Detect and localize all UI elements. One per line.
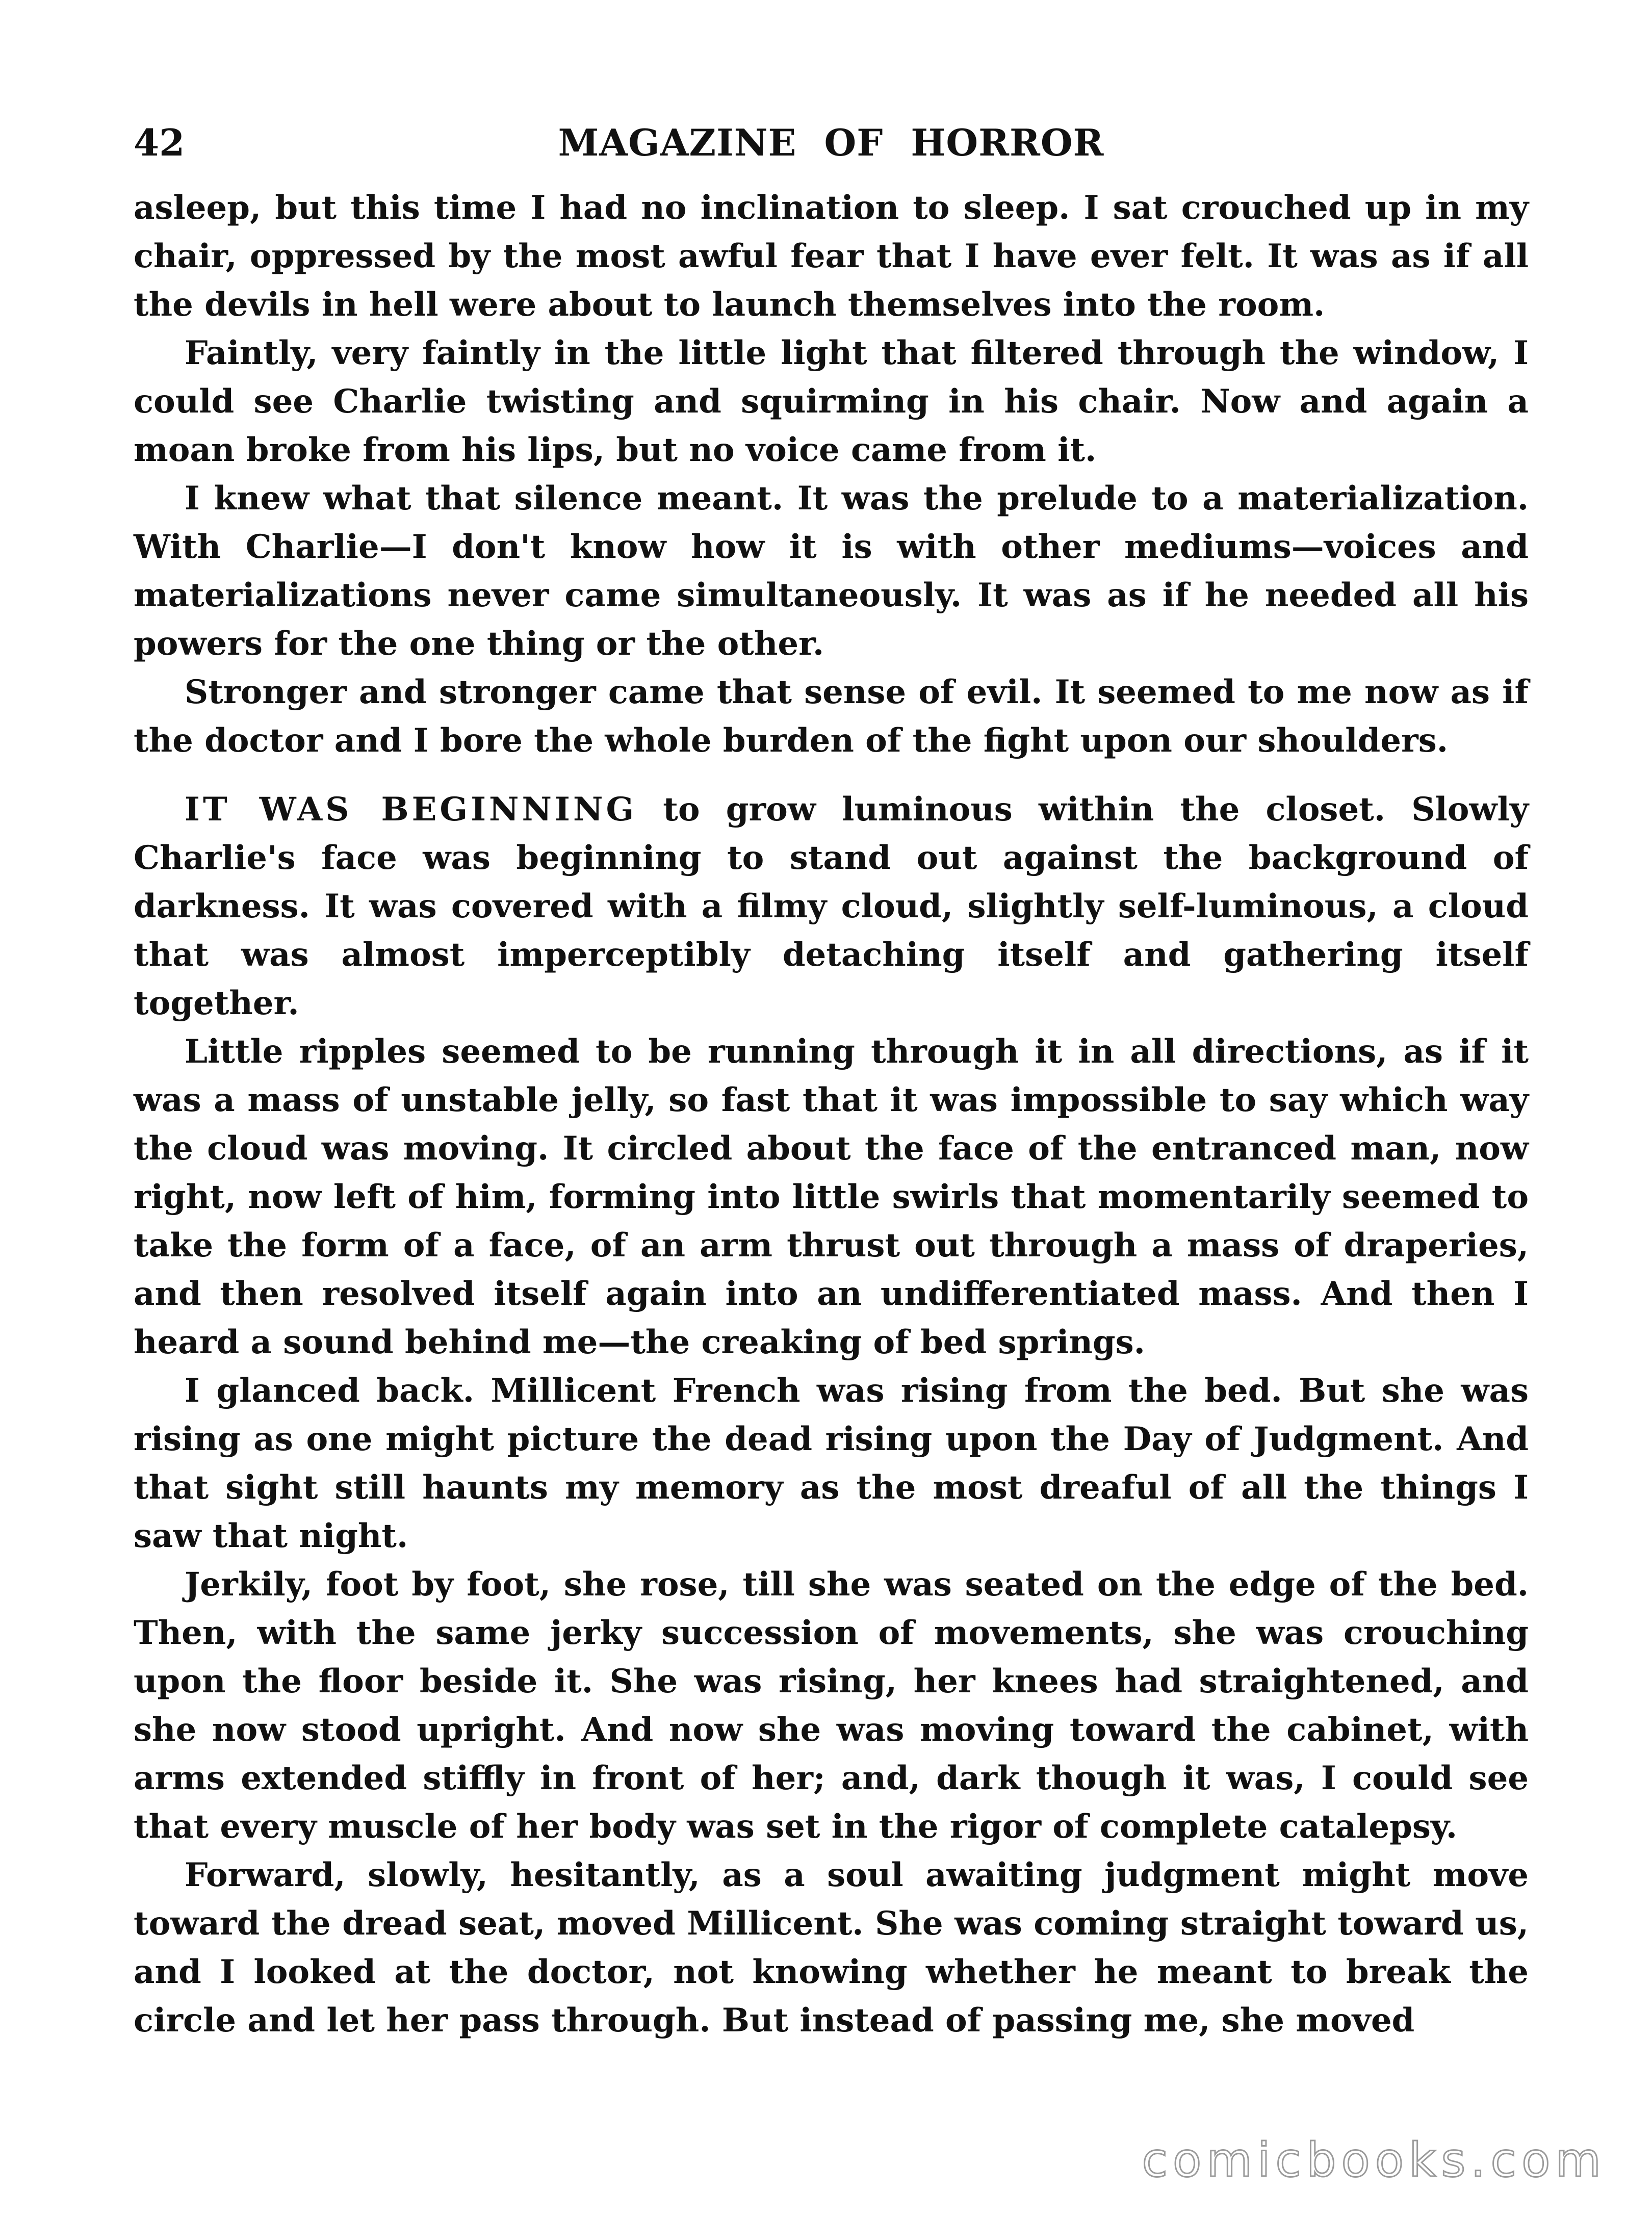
paragraph: Little ripples seemed to be running through it in all directions, as if it was a mass of unstable jelly, so fast that it was impossible to say which way the cloud was moving. It circled about the face of the entranced man, now right, now left of him, forming into little swirls that momentarily seemed to take the form of a face, of an arm thrust out through a mass of draperies, and then resolved itself again into an undifferentiated mass. And then I heard a sound behind me—the creaking of bed springs. <box>134 1033 1529 1361</box>
book-page <box>134 117 1529 2045</box>
story-text <box>134 184 1529 2045</box>
running-title: MAGAZINE OF HORROR <box>558 121 1104 164</box>
section-paragraph-text: to grow luminous within the closet. Slowly Charlie's face was beginning to stand out against the background of darkness. It was covered with a filmy cloud, slightly self-luminous, a cloud that was almost imperceptibly detaching itself and gathering itself together. <box>134 790 1529 1022</box>
paragraph: Jerkily, foot by foot, she rose, till she was seated on the edge of the bed. Then, with the same jerky succession of movements, she was crouching upon the floor beside it. She was rising, her knees had straightened, and she now stood upright. And now she was moving toward the cabinet, with arms extended stiffly in front of her; and, dark though it was, I could see that every muscle of her body was set in the rigor of complete catalepsy. <box>134 1565 1529 1846</box>
page-header <box>134 117 1529 184</box>
paragraph: Faintly, very faintly in the little light that filtered through the window, I could see Charlie twisting and squirming in his chair. Now and again a moan broke from his lips, but no voice came from it. <box>134 334 1529 469</box>
paragraph: I knew what that silence meant. It was the prelude to a materialization. With Charlie—I don't know how it is with other mediums—voices and materializations never came simultaneously. It was as if he needed all his powers for the one thing or the other. <box>134 479 1529 663</box>
section-paragraph <box>134 785 1529 1027</box>
watermark: comicbooks.com <box>1142 2133 1606 2187</box>
page-number: 42 <box>134 121 185 164</box>
section-lead-caps: IT WAS BEGINNING <box>185 790 637 829</box>
paragraph: I glanced back. Millicent French was rising from the bed. But she was rising as one might picture the dead rising upon the Day of Judgment. And that sight still haunts my memory as the most dreaful of all the things I saw that night. <box>134 1372 1529 1555</box>
paragraph: asleep, but this time I had no inclination to sleep. I sat crouched up in my chair, oppressed by the most awful fear that I have ever felt. It was as if all the devils in hell were about to launch themselves into the room. <box>134 189 1529 324</box>
paragraph: Stronger and stronger came that sense of evil. It seemed to me now as if the doctor and I bore the whole burden of the fight upon our shoulders. <box>134 673 1529 760</box>
paragraph: Forward, slowly, hesitantly, as a soul awaiting judgment might move toward the dread seat, moved Millicent. She was coming straight toward us, and I looked at the doctor, not knowing whether he meant to break the circle and let her pass through. But instead of passing me, she moved <box>134 1856 1529 2040</box>
